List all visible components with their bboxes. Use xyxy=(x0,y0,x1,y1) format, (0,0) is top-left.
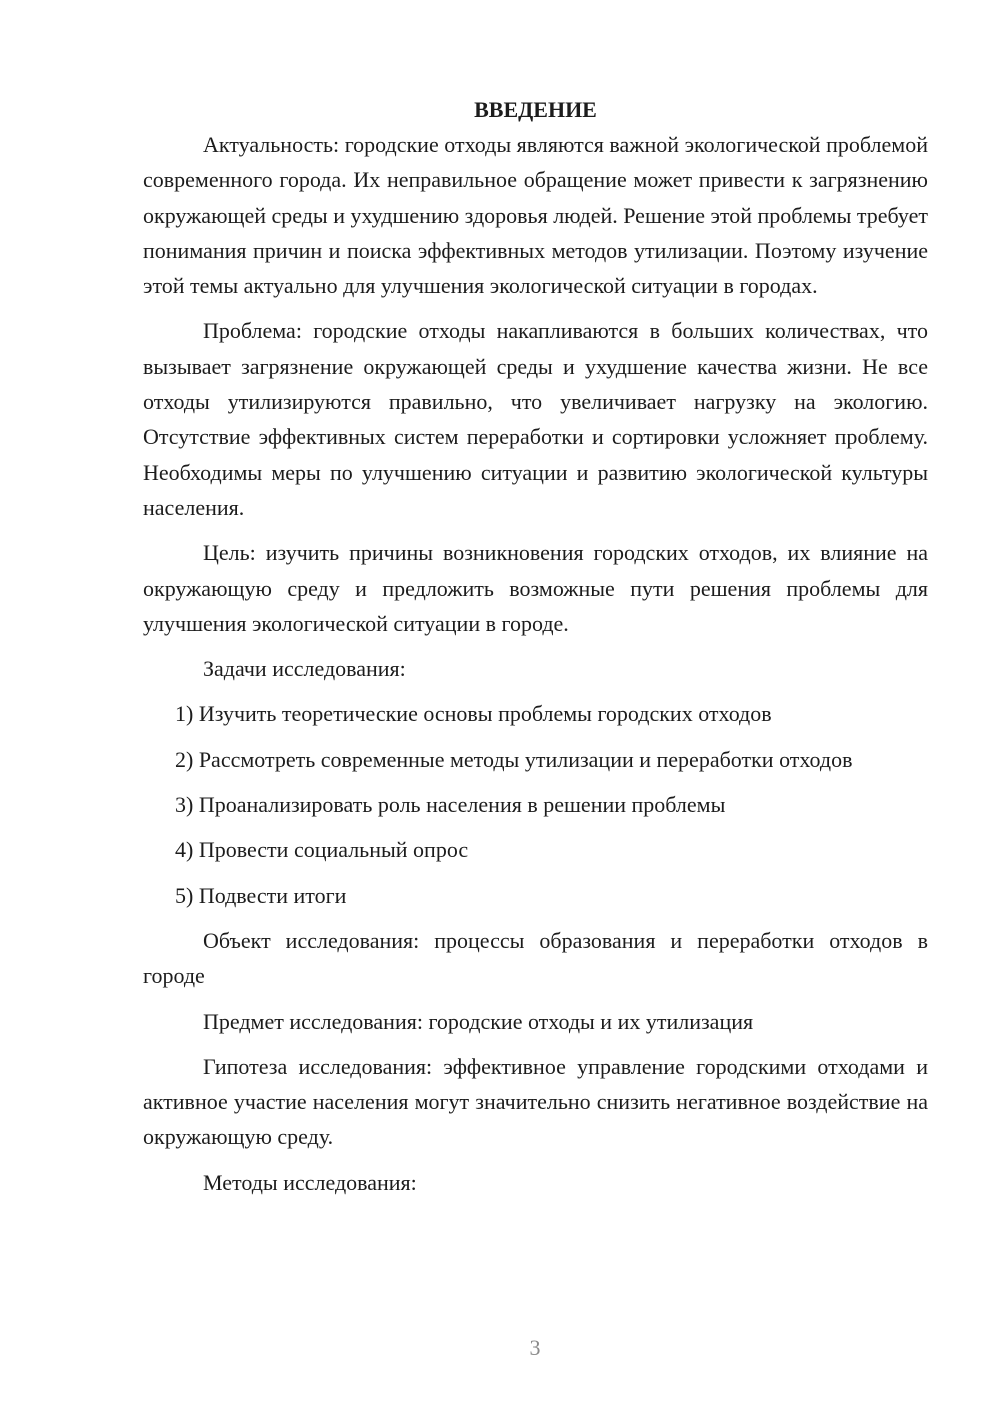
object-paragraph: Объект исследования: процессы образования и переработки отходов в городе xyxy=(143,927,928,989)
subject-paragraph: Предмет исследования: городские отходы и их утилизация xyxy=(203,1008,754,1034)
methods-heading: Методы исследования: xyxy=(203,1169,417,1195)
section-title: ВВЕДЕНИЕ xyxy=(474,97,597,122)
task-item-4: 4) Провести социальный опрос xyxy=(175,837,469,863)
problem-paragraph: Проблема: городские отходы накапливаются в больших количествах, что вызывает загрязнение окружающей среды и ухудшение качества жизни. Не все отходы утилизируются правильно, что увеличивает нагрузку на экологию. Отсутствие эффективных систем переработки и сортировки усложняет проблему. Необходимы меры по улучшению ситуации и развитию экологической культуры населения. xyxy=(143,318,928,520)
task-item-1: 1) Изучить теоретические основы проблемы городских отходов xyxy=(175,701,772,727)
goal-paragraph: Цель: изучить причины возникновения городских отходов, их влияние на окружающую среду и предложить возможные пути решения проблемы для улучшения экологической ситуации в городе. xyxy=(143,540,928,636)
relevance-paragraph: Актуальность: городские отходы являются важной экологической проблемой современного города. Их неправильное обращение может привести к загрязнению окружающей среды и ухудшению здоровья людей. Решение этой проблемы требует понимания причин и поиска эффективных методов утилизации. Поэтому изучение этой темы актуально для улучшения экологической ситуации в городах. xyxy=(143,132,928,299)
page-number: 3 xyxy=(529,1335,541,1360)
tasks-heading: Задачи исследования: xyxy=(203,656,406,682)
document-page xyxy=(143,92,928,1210)
task-item-2: 2) Рассмотреть современные методы утилизации и переработки отходов xyxy=(175,746,853,772)
task-item-5: 5) Подвести итоги xyxy=(175,882,347,908)
task-item-3: 3) Проанализировать роль населения в решении проблемы xyxy=(175,792,726,818)
hypothesis-paragraph: Гипотеза исследования: эффективное управление городскими отходами и активное участие населения могут значительно снизить негативное воздействие на окружающую среду. xyxy=(143,1053,928,1150)
